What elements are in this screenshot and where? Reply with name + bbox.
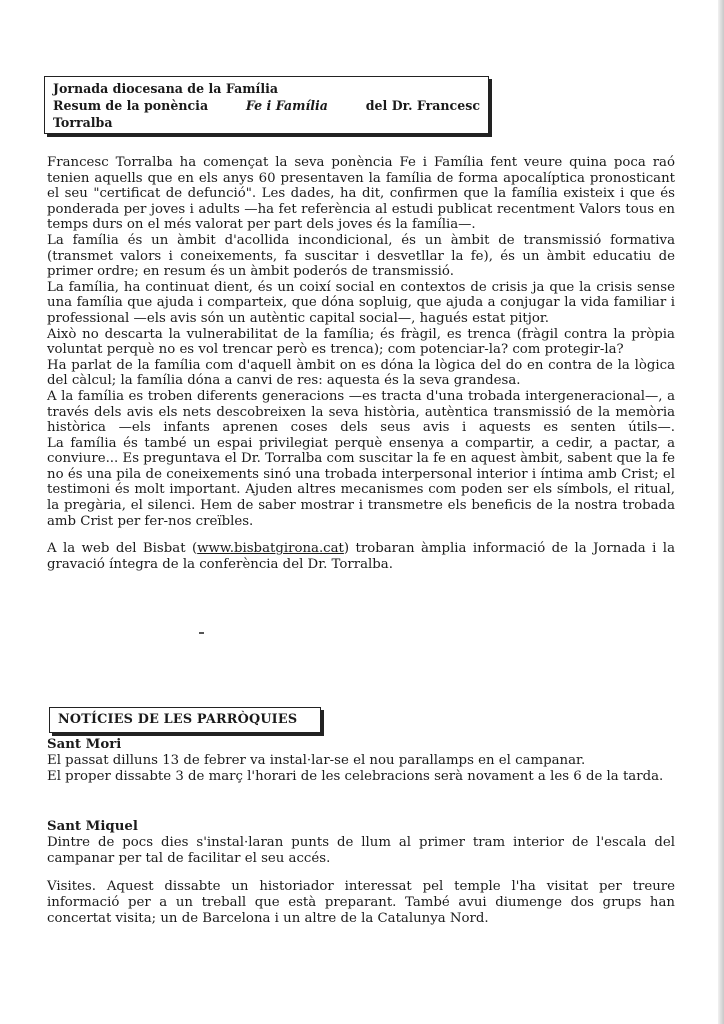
article-paragraph: A la família es troben diferents generacions —es tracta d'una trobada intergeneracional—, a través dels avis els nets descobreixen la seva història, autèntica transmissió de la memòria històrica —els infants aprenen coses dels seus avis i aquests es senten útils—.	[47, 388, 675, 436]
stray-dash-mark	[199, 632, 204, 634]
paragraph-gap	[47, 867, 675, 879]
article-body	[47, 155, 675, 572]
event-title: Jornada diocesana de la Família	[53, 81, 279, 96]
speaker-surname: Torralba	[53, 115, 113, 130]
article-paragraph: La família és també un espai privilegiat perquè ensenya a compartir, a cedir, a pactar, a conviure... Es preguntava el Dr. Torralba com suscitar la fe en aquest àmbit, sabent que la fe no és una pila de coneixements sinó una trobada interpersonal interior i íntima amb Crist; el testimoni és molt important. Ajuden altres mecanismes com poden ser els símbols, el ritual, la pregària, el silenci. Hem de saber mostrar i transmetre els beneficis de la nostra trobada amb Crist per fer-nos creïbles.	[47, 435, 675, 529]
article-paragraph: La família és un àmbit d'acollida incondicional, és un àmbit de transmissió formativa (transmet valors i coneixements, fa suscitar i desvetllar la fe), és un àmbit educatiu de primer ordre; en resum és un àmbit poderós de transmissió.	[47, 232, 675, 280]
article-paragraph: La família, ha continuat dient, és un coixí social en contextos de crisis ja que la crisis sense una família que ajuda i comparteix, que dóna sopluig, que ajuda a conjugar la vida familiar i professional —els avis són un autèntic capital social—, hagués estat pitjor.	[47, 279, 675, 326]
section-title-box	[49, 707, 321, 733]
parish-news-item: Dintre de pocs dies s'instal·laran punts de llum al primer tram interior de l'escala del campanar per tal de facilitar el seu accés.	[47, 835, 675, 866]
parish-sant-mori	[47, 737, 675, 785]
summary-title	[53, 97, 480, 114]
parish-news-item: Visites. Aquest dissabte un historiador interessat pel temple l'ha visitat per treure informació per a un treball que està preparant. També avui diumenge dos grups han concertat visita; un de Barcelona i un altre de la Catalunya Nord.	[47, 879, 675, 926]
article-header-box	[44, 76, 489, 134]
summary-title-prefix: Resum de la ponència	[53, 98, 209, 113]
section-title: NOTÍCIES DE LES PARRÒQUIES	[58, 712, 298, 727]
parish-heading-sant-mori: Sant Mori	[47, 737, 122, 752]
web-reference-prefix: A la web del Bisbat (	[47, 541, 198, 557]
article-paragraph: Això no descarta la vulnerabilitat de la família; és fràgil, es trenca (fràgil contra la pròpia voluntat perquè no es vol trencar però es trenca); com potenciar-la? com protegir-la?	[47, 326, 675, 358]
parish-heading-sant-miquel: Sant Miquel	[47, 819, 138, 834]
web-reference-paragraph	[47, 541, 675, 572]
parish-sant-miquel	[47, 819, 675, 927]
article-paragraph: Francesc Torralba ha començat la seva ponència Fe i Família fent veure quina poca raó tenien aquells que en els anys 60 presentaven la família de forma apocalíptica pronosticant el seu "certificat de defunció". Les dades, ha dit, confirmen que la família existeix i que és ponderada per joves i adults —ha fet referència al estudi publicat recentment Valors tous en temps durs on el més valorat per part dels joves és la família—.	[47, 155, 675, 233]
web-reference-suffix: ) trobaran àmplia informació de la Jornada i la gravació íntegra de la conferència del Dr. Torralba.	[47, 541, 675, 572]
article-paragraph: Ha parlat de la família com d'aquell àmbit on es dóna la lògica del do en contra de la lògica del càlcul; la família dóna a canvi de res: aquesta és la seva grandesa.	[47, 357, 675, 389]
bisbat-website-link[interactable]: www.bisbatgirona.cat	[197, 541, 344, 557]
paragraph-gap	[47, 529, 675, 541]
parish-news-item: El passat dilluns 13 de febrer va instal·lar-se el nou parallamps en el campanar.	[47, 753, 586, 768]
talk-title: Fe i Família	[245, 98, 328, 113]
page-edge-shadow	[718, 0, 724, 1024]
parish-news-item: El proper dissabte 3 de març l'horari de les celebracions serà novament a les 6 de la tarda.	[47, 769, 664, 784]
summary-title-suffix: del Dr. Francesc	[365, 98, 480, 113]
